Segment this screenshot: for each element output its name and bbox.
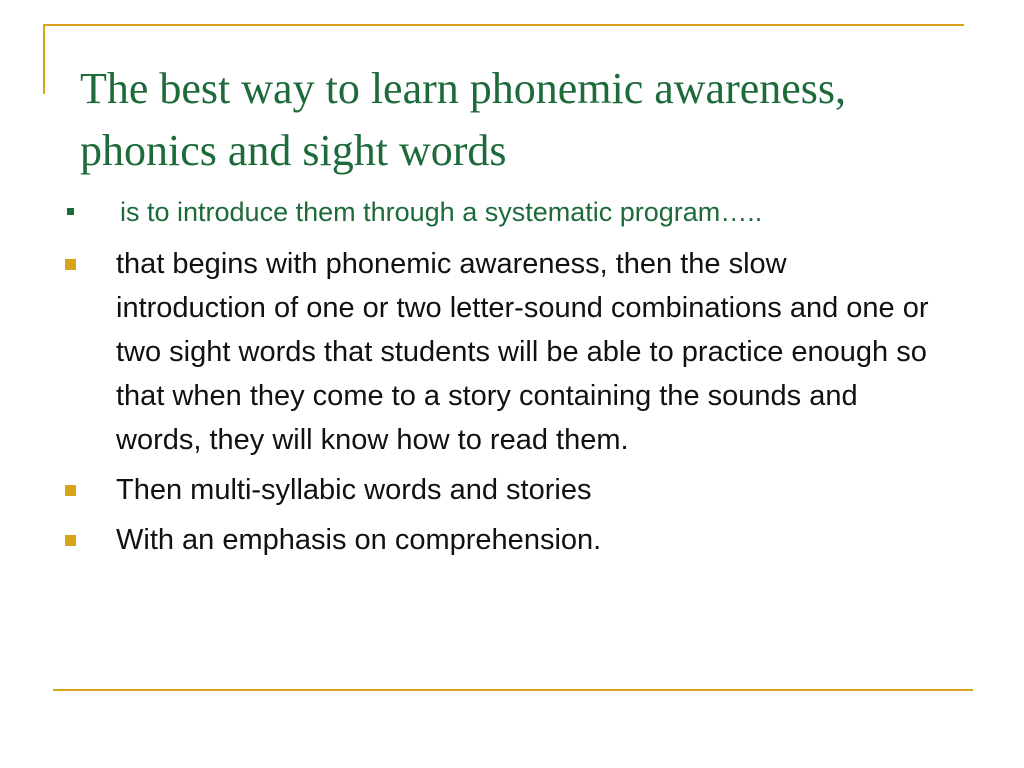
bullet-text: With an emphasis on comprehension. [116,524,602,556]
bullet-text: is to introduce them through a systematic program….. [120,197,763,227]
bullet-item [60,242,940,462]
frame-left-rule [43,24,45,94]
frame-top-rule [43,24,964,26]
bullet-text: that begins with phonemic awareness, then the slow introduction of one or two letter-sound combinations and one or two sight words that students will be able to practice enough so that when they come to a story containing the sounds and words, they will know how to read them. [116,248,929,456]
bullet-text: Then multi-syllabic words and stories [116,474,592,506]
bullet-item [60,468,940,512]
slide-title: The best way to learn phonemic awareness, phonics and sight words [80,64,847,175]
square-bullet-icon [67,208,74,215]
bullet-item [60,518,940,562]
bullet-item [60,192,940,232]
bullet-list [60,192,940,568]
frame-bottom-rule [53,689,973,691]
square-bullet-icon [65,535,76,546]
square-bullet-icon [65,485,76,496]
square-bullet-icon [65,259,76,270]
